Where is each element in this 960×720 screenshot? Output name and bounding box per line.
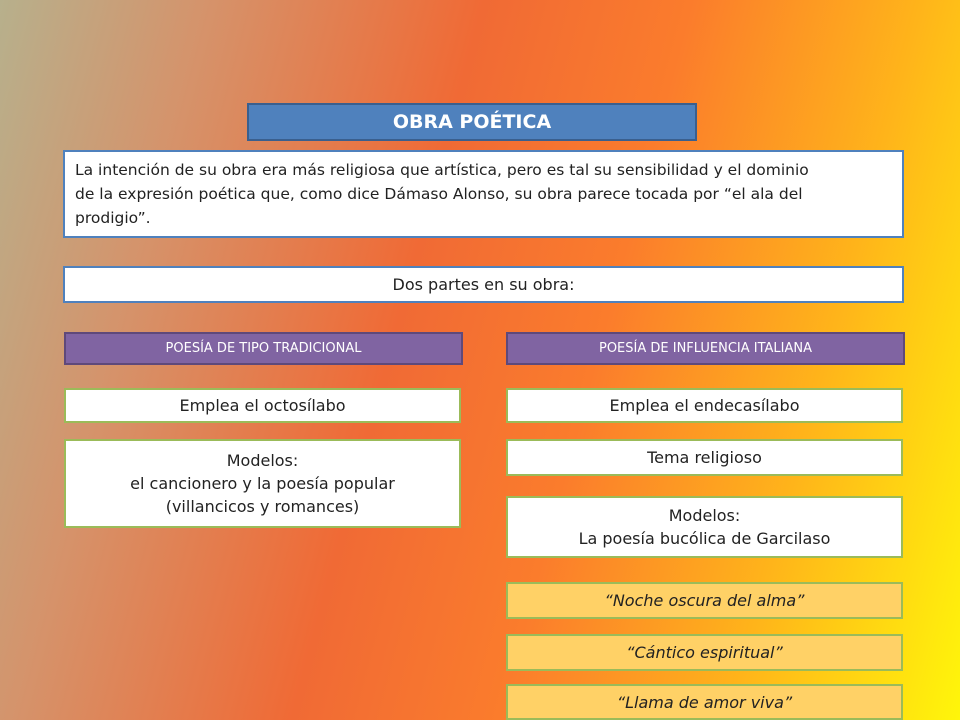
page-title: OBRA POÉTICA xyxy=(247,103,697,141)
models-line-1: La poesía bucólica de Garcilaso xyxy=(578,529,831,548)
parts-label-box: Dos partes en su obra: xyxy=(63,266,904,303)
italian-models-box xyxy=(506,496,903,558)
models-label: Modelos: xyxy=(226,451,299,470)
italian-poetry-heading: POESÍA DE INFLUENCIA ITALIANA xyxy=(506,332,905,365)
intro-line-1: La intención de su obra era más religiosa que artística, pero es tal su sensibilidad y el dominio xyxy=(75,161,809,179)
models-line-2: (villancicos y romances) xyxy=(165,497,360,516)
intro-line-2: de la expresión poética que, como dice Dámaso Alonso, su obra parece tocada por “el ala del xyxy=(75,185,803,203)
traditional-models-box xyxy=(64,439,461,528)
hendecasyllable-box: Emplea el endecasílabo xyxy=(506,388,903,423)
models-line-1: el cancionero y la poesía popular xyxy=(130,474,395,493)
intro-text-box xyxy=(63,150,904,238)
work-cantico-espiritual: “Cántico espiritual” xyxy=(506,634,903,671)
work-llama-de-amor: “Llama de amor viva” xyxy=(506,684,903,720)
models-label: Modelos: xyxy=(668,506,741,525)
intro-paragraph xyxy=(75,158,809,230)
work-noche-oscura: “Noche oscura del alma” xyxy=(506,582,903,619)
religious-theme-box: Tema religioso xyxy=(506,439,903,476)
octosyllable-box: Emplea el octosílabo xyxy=(64,388,461,423)
traditional-poetry-heading: POESÍA DE TIPO TRADICIONAL xyxy=(64,332,463,365)
intro-line-3: prodigio”. xyxy=(75,209,151,227)
